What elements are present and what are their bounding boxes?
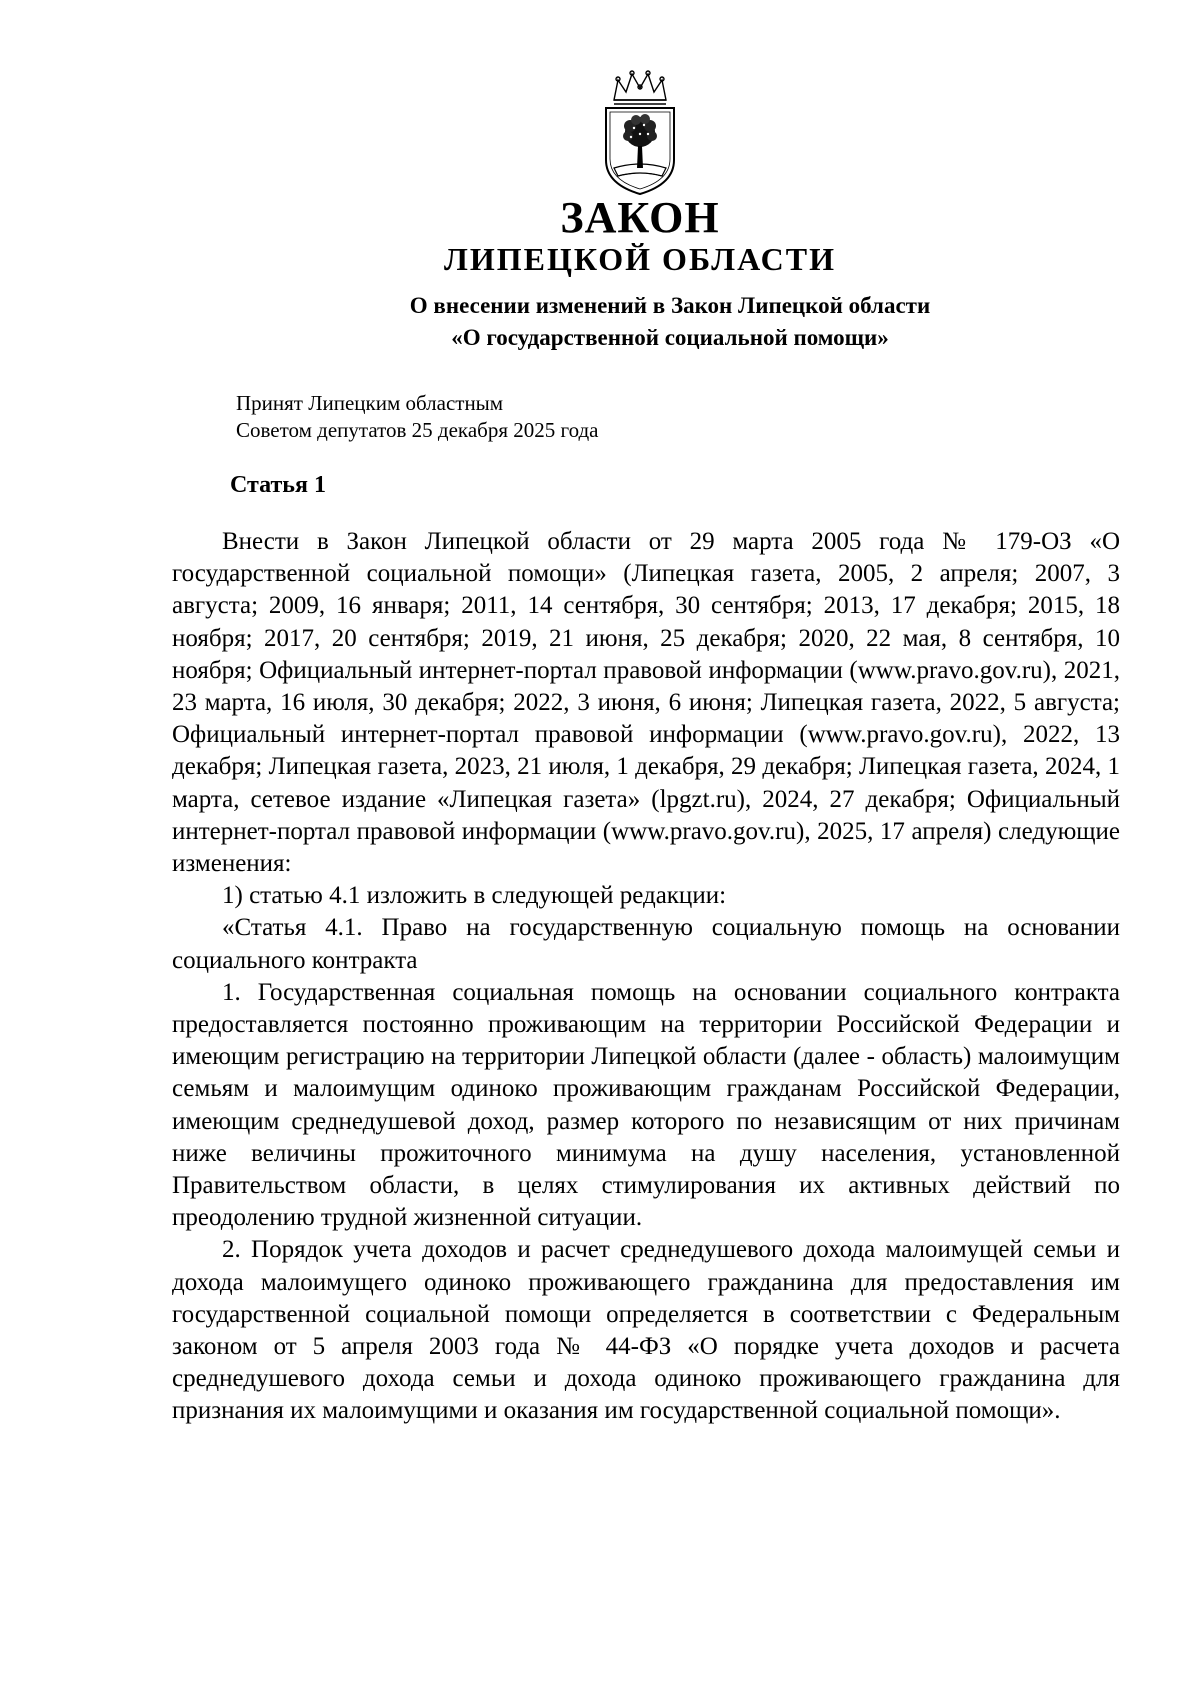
law-name: [320, 290, 1020, 354]
paragraph: 2. Порядок учета доходов и расчет среднедушевого дохода малоимущей семьи и дохода малоимущего одиноко проживающего гражданина для предоставления им государственной социальной помощи определяется в соответствии с Федеральным законом от 5 апреля 2003 года № 44-ФЗ «О порядке учета доходов и расчета среднедушевого дохода семьи и дохода одиноко проживающего гражданина для признания их малоимущими и оказания им государственной социальной помощи».: [172, 1236, 1120, 1425]
coat-of-arms-emblem: [600, 68, 680, 198]
paragraph: 1. Государственная социальная помощь на основании социального контракта предоставляется постоянно проживающим на территории Российской Федерации и имеющим регистрацию на территории Липецкой области (далее - область) малоимущим семьям и малоимущим одиноко проживающим гражданам Российской Федерации, имеющим среднедушевой доход, размер которого по независящим от них причинам ниже величины прожиточного минимума на душу населения, установленной Правительством области, в целях стимулирования их активных действий по преодолению трудной жизненной ситуации.: [172, 978, 1120, 1232]
adoption-note: [236, 390, 836, 444]
law-subtitle: ЛИПЕЦКОЙ ОБЛАСТИ: [444, 241, 836, 277]
paragraph: «Статья 4.1. Право на государственную социальную помощь на основании социального контракта: [172, 914, 1120, 974]
paragraph: 1) статью 4.1 изложить в следующей редакции:: [222, 882, 727, 910]
law-title: ЗАКОН: [560, 193, 720, 242]
law-name-line: О внесении изменений в Закон Липецкой области: [409, 293, 931, 318]
article-body: [172, 526, 1120, 1428]
paragraph: Внести в Закон Липецкой области от 29 марта 2005 года № 179-ОЗ «О государственной социальной помощи» (Липецкая газета, 2005, 2 апреля; 2007, 3 августа; 2009, 16 января; 2011, 14 сентября, 30 сентября; 2013, 17 декабря; 2015, 18 ноября; 2017, 20 сентября; 2019, 21 июня, 25 декабря; 2020, 22 мая, 8 сентября, 10 ноября; Официальный интернет-портал правовой информации (www.pravo.gov.ru), 2021, 23 марта, 16 июля, 30 декабря; 2022, 3 июня, 6 июня; Липецкая газета, 2022, 5 августа; Официальный интернет-портал правовой информации (www.pravo.gov.ru), 2022, 13 декабря; Липецкая газета, 2023, 21 июля, 1 декабря, 29 декабря; Липецкая газета, 2024, 1 марта, сетевое издание «Липецкая газета» (lpgzt.ru), 2024, 27 декабря; Официальный интернет-портал правовой информации (www.pravo.gov.ru), 2025, 17 апреля) следующие изменения:: [172, 528, 1120, 878]
law-name-line: «О государственной социальной помощи»: [451, 325, 889, 350]
adoption-note-line: Принят Липецким областным: [236, 391, 504, 415]
adoption-note-line: Советом депутатов 25 декабря 2025 года: [236, 418, 599, 442]
article-heading: Статья 1: [230, 472, 326, 498]
